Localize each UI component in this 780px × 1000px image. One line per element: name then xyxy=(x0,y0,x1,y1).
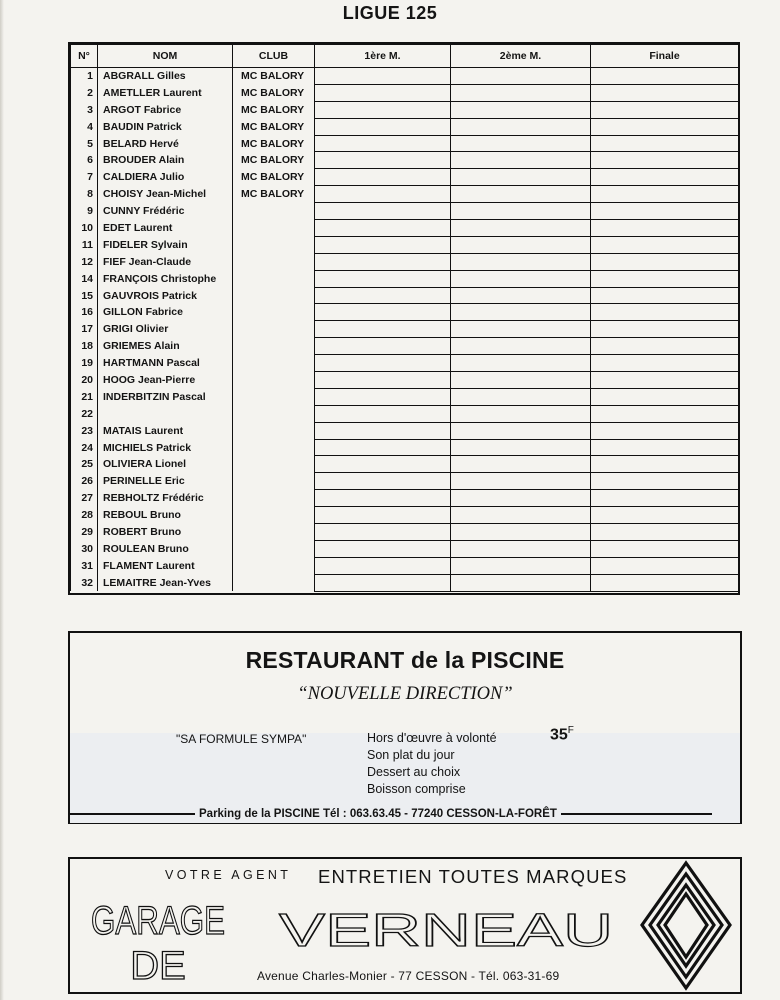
rider-number: 20 xyxy=(71,372,98,389)
table-row xyxy=(71,84,739,101)
final-cell xyxy=(591,456,739,473)
table-row xyxy=(71,203,739,220)
rider-name: CHOISY Jean-Michel xyxy=(98,186,233,203)
final-cell xyxy=(591,507,739,524)
table-row xyxy=(71,456,739,473)
second-heat-cell xyxy=(451,304,591,321)
rider-club: MC BALORY xyxy=(233,135,315,152)
rider-name: HARTMANN Pascal xyxy=(98,355,233,372)
rider-number: 10 xyxy=(71,220,98,237)
rider-number: 26 xyxy=(71,473,98,490)
first-heat-cell xyxy=(315,456,451,473)
header-club: CLUB xyxy=(233,45,315,68)
header-name: NOM xyxy=(98,45,233,68)
page-title: LIGUE 125 xyxy=(342,3,438,23)
final-cell xyxy=(591,169,739,186)
header-second-heat: 2ème M. xyxy=(451,45,591,68)
final-cell xyxy=(591,118,739,135)
results-body xyxy=(71,68,739,592)
rider-name: GAUVROIS Patrick xyxy=(98,287,233,304)
rider-name: CUNNY Frédéric xyxy=(98,203,233,220)
table-row xyxy=(71,507,739,524)
restaurant-menu xyxy=(367,730,497,798)
first-heat-cell xyxy=(315,372,451,389)
table-row xyxy=(71,405,739,422)
final-cell xyxy=(591,540,739,557)
rider-number: 21 xyxy=(71,388,98,405)
rider-number: 7 xyxy=(71,169,98,186)
table-row xyxy=(71,439,739,456)
final-cell xyxy=(591,236,739,253)
header-number: N° xyxy=(71,45,98,68)
second-heat-cell xyxy=(451,101,591,118)
restaurant-price xyxy=(550,725,574,744)
table-row xyxy=(71,574,739,591)
table-row xyxy=(71,236,739,253)
rider-number: 18 xyxy=(71,338,98,355)
rider-number: 3 xyxy=(71,101,98,118)
rider-club xyxy=(233,540,315,557)
contact-text: Parking de la PISCINE Tél : 063.63.45 - 77240 CESSON-LA-FORÊT xyxy=(199,808,557,820)
garage-logo-line1: GARAGE xyxy=(91,899,225,943)
table-row xyxy=(71,152,739,169)
final-cell xyxy=(591,355,739,372)
rider-number: 6 xyxy=(71,152,98,169)
second-heat-cell xyxy=(451,84,591,101)
second-heat-cell xyxy=(451,439,591,456)
rider-club: MC BALORY xyxy=(233,186,315,203)
table-row xyxy=(71,524,739,541)
rider-club xyxy=(233,287,315,304)
first-heat-cell xyxy=(315,304,451,321)
renault-diamond-logo xyxy=(636,859,740,992)
first-heat-cell xyxy=(315,68,451,85)
second-heat-cell xyxy=(451,287,591,304)
rider-number: 22 xyxy=(71,405,98,422)
second-heat-cell xyxy=(451,169,591,186)
rider-name: LEMAITRE Jean-Yves xyxy=(98,574,233,591)
price-value: 35 xyxy=(550,726,568,744)
second-heat-cell xyxy=(451,338,591,355)
rider-number: 1 xyxy=(71,68,98,85)
first-heat-cell xyxy=(315,203,451,220)
rider-name: GILLON Fabrice xyxy=(98,304,233,321)
rider-club xyxy=(233,220,315,237)
final-cell xyxy=(591,473,739,490)
results-table xyxy=(68,42,740,595)
final-cell xyxy=(591,490,739,507)
rider-club xyxy=(233,304,315,321)
final-cell xyxy=(591,203,739,220)
header-first-heat: 1ère M. xyxy=(315,45,451,68)
second-heat-cell xyxy=(451,203,591,220)
second-heat-cell xyxy=(451,68,591,85)
table-row xyxy=(71,253,739,270)
second-heat-cell xyxy=(451,524,591,541)
table-row xyxy=(71,169,739,186)
rider-club xyxy=(233,490,315,507)
garage-ad xyxy=(68,857,742,994)
rider-number: 32 xyxy=(71,574,98,591)
rider-number: 23 xyxy=(71,422,98,439)
first-heat-cell xyxy=(315,524,451,541)
final-cell xyxy=(591,152,739,169)
rider-name: FIEF Jean-Claude xyxy=(98,253,233,270)
first-heat-cell xyxy=(315,118,451,135)
final-cell xyxy=(591,304,739,321)
rider-club xyxy=(233,439,315,456)
table-row xyxy=(71,557,739,574)
table-row xyxy=(71,220,739,237)
verneau-wordmark xyxy=(276,904,616,954)
table-row xyxy=(71,101,739,118)
rider-name: EDET Laurent xyxy=(98,220,233,237)
first-heat-cell xyxy=(315,574,451,591)
first-heat-cell xyxy=(315,490,451,507)
menu-item: Boisson comprise xyxy=(367,782,466,796)
second-heat-cell xyxy=(451,490,591,507)
results-grid xyxy=(70,44,739,592)
rider-club: MC BALORY xyxy=(233,68,315,85)
second-heat-cell xyxy=(451,422,591,439)
restaurant-ad xyxy=(68,631,742,824)
rider-number: 31 xyxy=(71,557,98,574)
rider-name: AMETLLER Laurent xyxy=(98,84,233,101)
rider-number: 28 xyxy=(71,507,98,524)
second-heat-cell xyxy=(451,152,591,169)
rider-club xyxy=(233,473,315,490)
rider-club: MC BALORY xyxy=(233,118,315,135)
second-heat-cell xyxy=(451,236,591,253)
rider-name xyxy=(98,405,233,422)
second-heat-cell xyxy=(451,456,591,473)
rider-name: OLIVIERA Lionel xyxy=(98,456,233,473)
second-heat-cell xyxy=(451,118,591,135)
first-heat-cell xyxy=(315,220,451,237)
final-cell xyxy=(591,574,739,591)
second-heat-cell xyxy=(451,270,591,287)
table-row xyxy=(71,68,739,85)
first-heat-cell xyxy=(315,270,451,287)
second-heat-cell xyxy=(451,253,591,270)
final-cell xyxy=(591,338,739,355)
garage-outline-logo xyxy=(90,896,230,986)
rider-club xyxy=(233,405,315,422)
rider-name: BAUDIN Patrick xyxy=(98,118,233,135)
rider-number: 14 xyxy=(71,270,98,287)
first-heat-cell xyxy=(315,321,451,338)
rider-club xyxy=(233,253,315,270)
header-final: Finale xyxy=(591,45,739,68)
first-heat-cell xyxy=(315,422,451,439)
rider-club xyxy=(233,524,315,541)
rider-club xyxy=(233,338,315,355)
rider-club xyxy=(233,270,315,287)
table-row xyxy=(71,270,739,287)
rider-club xyxy=(233,355,315,372)
restaurant-contact xyxy=(70,808,740,820)
final-cell xyxy=(591,68,739,85)
rider-club xyxy=(233,203,315,220)
table-row xyxy=(71,422,739,439)
first-heat-cell xyxy=(315,152,451,169)
rider-name: FRANÇOIS Christophe xyxy=(98,270,233,287)
final-cell xyxy=(591,84,739,101)
first-heat-cell xyxy=(315,388,451,405)
rider-name: ABGRALL Gilles xyxy=(98,68,233,85)
table-row xyxy=(71,490,739,507)
menu-item: Son plat du jour xyxy=(367,748,455,762)
first-heat-cell xyxy=(315,101,451,118)
rider-number: 9 xyxy=(71,203,98,220)
final-cell xyxy=(591,253,739,270)
rider-number: 17 xyxy=(71,321,98,338)
final-cell xyxy=(591,422,739,439)
second-heat-cell xyxy=(451,372,591,389)
rider-number: 25 xyxy=(71,456,98,473)
table-row xyxy=(71,287,739,304)
first-heat-cell xyxy=(315,135,451,152)
garage-logo-line2: DE xyxy=(130,944,186,988)
rider-club xyxy=(233,557,315,574)
first-heat-cell xyxy=(315,439,451,456)
table-row xyxy=(71,372,739,389)
first-heat-cell xyxy=(315,338,451,355)
rider-number: 5 xyxy=(71,135,98,152)
second-heat-cell xyxy=(451,355,591,372)
final-cell xyxy=(591,220,739,237)
rider-number: 11 xyxy=(71,236,98,253)
agent-label: VOTRE AGENT xyxy=(165,868,292,882)
rider-number: 27 xyxy=(71,490,98,507)
rider-name: REBOUL Bruno xyxy=(98,507,233,524)
second-heat-cell xyxy=(451,540,591,557)
rider-number: 12 xyxy=(71,253,98,270)
rider-name: PERINELLE Eric xyxy=(98,473,233,490)
final-cell xyxy=(591,557,739,574)
rider-club: MC BALORY xyxy=(233,84,315,101)
final-cell xyxy=(591,287,739,304)
first-heat-cell xyxy=(315,540,451,557)
second-heat-cell xyxy=(451,135,591,152)
rider-club xyxy=(233,236,315,253)
table-row xyxy=(71,186,739,203)
second-heat-cell xyxy=(451,507,591,524)
rider-name: FIDELER Sylvain xyxy=(98,236,233,253)
first-heat-cell xyxy=(315,186,451,203)
final-cell xyxy=(591,135,739,152)
second-heat-cell xyxy=(451,574,591,591)
rider-club: MC BALORY xyxy=(233,169,315,186)
rider-number: 4 xyxy=(71,118,98,135)
rider-number: 16 xyxy=(71,304,98,321)
first-heat-cell xyxy=(315,236,451,253)
rider-name: ROBERT Bruno xyxy=(98,524,233,541)
rider-number: 30 xyxy=(71,540,98,557)
menu-item: Dessert au choix xyxy=(367,765,461,779)
price-unit: F xyxy=(567,725,574,736)
second-heat-cell xyxy=(451,473,591,490)
table-row xyxy=(71,118,739,135)
service-text: ENTRETIEN TOUTES MARQUES xyxy=(318,866,628,887)
table-header-row xyxy=(71,45,739,68)
table-row xyxy=(71,135,739,152)
contact-rule-right xyxy=(561,813,712,815)
second-heat-cell xyxy=(451,405,591,422)
rider-name: GRIEMES Alain xyxy=(98,338,233,355)
rider-name: REBHOLTZ Frédéric xyxy=(98,490,233,507)
final-cell xyxy=(591,186,739,203)
rider-club: MC BALORY xyxy=(233,101,315,118)
rider-club xyxy=(233,388,315,405)
rider-name: HOOG Jean-Pierre xyxy=(98,372,233,389)
first-heat-cell xyxy=(315,473,451,490)
table-row xyxy=(71,388,739,405)
first-heat-cell xyxy=(315,287,451,304)
rider-club xyxy=(233,422,315,439)
final-cell xyxy=(591,439,739,456)
first-heat-cell xyxy=(315,84,451,101)
final-cell xyxy=(591,321,739,338)
rider-name: MATAIS Laurent xyxy=(98,422,233,439)
garage-address: Avenue Charles-Monier - 77 CESSON - Tél. 063-31-69 xyxy=(257,969,560,983)
table-row xyxy=(71,321,739,338)
first-heat-cell xyxy=(315,405,451,422)
rider-name: INDERBITZIN Pascal xyxy=(98,388,233,405)
table-row xyxy=(71,355,739,372)
rider-name: BELARD Hervé xyxy=(98,135,233,152)
restaurant-tagline: “NOUVELLE DIRECTION” xyxy=(297,684,513,704)
final-cell xyxy=(591,405,739,422)
final-cell xyxy=(591,372,739,389)
page-edge-shadow xyxy=(0,0,4,1000)
rider-club xyxy=(233,321,315,338)
rider-club xyxy=(233,456,315,473)
first-heat-cell xyxy=(315,557,451,574)
rider-number: 15 xyxy=(71,287,98,304)
final-cell xyxy=(591,524,739,541)
rider-number: 8 xyxy=(71,186,98,203)
second-heat-cell xyxy=(451,220,591,237)
first-heat-cell xyxy=(315,253,451,270)
table-row xyxy=(71,304,739,321)
table-row xyxy=(71,540,739,557)
rider-name: GRIGI Olivier xyxy=(98,321,233,338)
final-cell xyxy=(591,270,739,287)
first-heat-cell xyxy=(315,169,451,186)
rider-name: CALDIERA Julio xyxy=(98,169,233,186)
second-heat-cell xyxy=(451,186,591,203)
rider-name: MICHIELS Patrick xyxy=(98,439,233,456)
second-heat-cell xyxy=(451,557,591,574)
table-row xyxy=(71,473,739,490)
menu-item: Hors d'œuvre à volonté xyxy=(367,731,497,745)
second-heat-cell xyxy=(451,321,591,338)
contact-rule-left xyxy=(70,813,195,815)
restaurant-formula: "SA FORMULE SYMPA" xyxy=(176,732,307,746)
first-heat-cell xyxy=(315,507,451,524)
second-heat-cell xyxy=(451,388,591,405)
rider-club xyxy=(233,574,315,591)
rider-name: FLAMENT Laurent xyxy=(98,557,233,574)
final-cell xyxy=(591,101,739,118)
table-row xyxy=(71,338,739,355)
rider-number: 19 xyxy=(71,355,98,372)
rider-number: 24 xyxy=(71,439,98,456)
final-cell xyxy=(591,388,739,405)
rider-club: MC BALORY xyxy=(233,152,315,169)
rider-club xyxy=(233,507,315,524)
first-heat-cell xyxy=(315,355,451,372)
rider-name: ARGOT Fabrice xyxy=(98,101,233,118)
rider-number: 2 xyxy=(71,84,98,101)
rider-club xyxy=(233,372,315,389)
restaurant-name: RESTAURANT de la PISCINE xyxy=(245,647,565,673)
rider-number: 29 xyxy=(71,524,98,541)
rider-name: BROUDER Alain xyxy=(98,152,233,169)
rider-name: ROULEAN Bruno xyxy=(98,540,233,557)
verneau-text: VERNEAU xyxy=(279,904,613,956)
